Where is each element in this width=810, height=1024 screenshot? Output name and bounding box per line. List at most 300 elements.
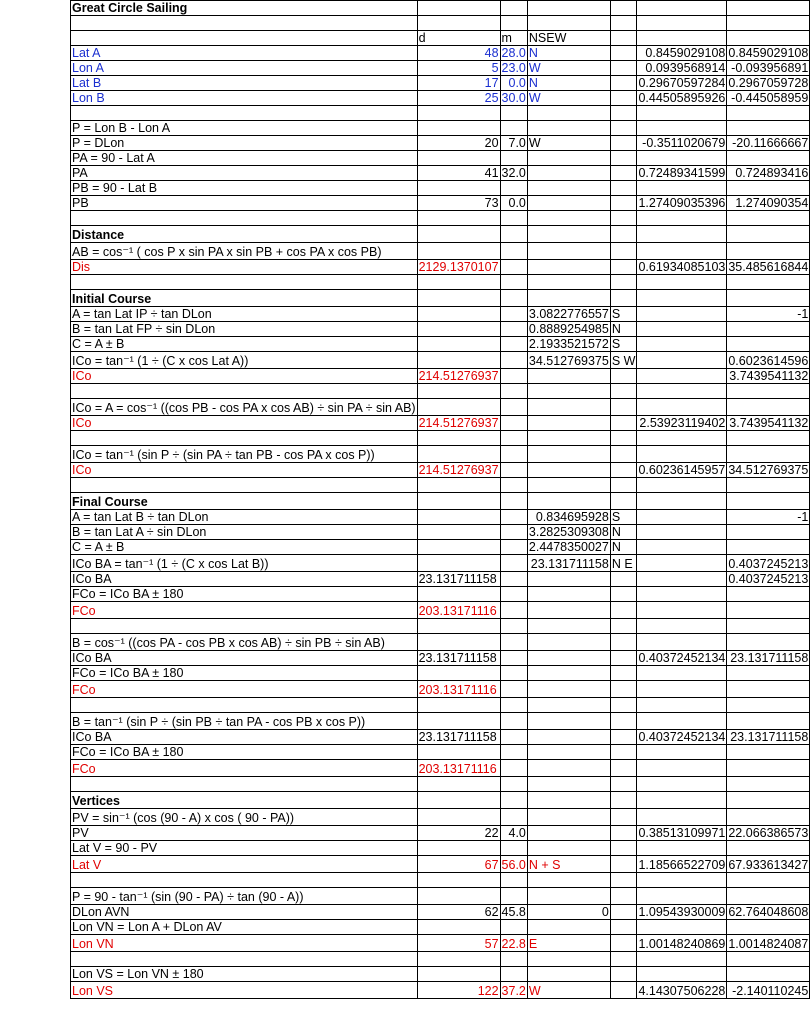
sheet-cell[interactable] [527,307,610,322]
sheet-cell[interactable] [637,181,727,196]
sheet-cell[interactable] [71,525,418,540]
sheet-cell[interactable] [527,905,610,920]
sheet-cell[interactable] [500,463,527,478]
sheet-cell[interactable] [417,352,500,369]
sheet-cell[interactable] [527,369,610,384]
sheet-cell[interactable] [610,196,637,211]
sheet-cell[interactable] [417,121,500,136]
sheet-cell[interactable] [417,16,500,31]
sheet-cell[interactable] [610,369,637,384]
sheet-cell[interactable] [71,745,418,760]
sheet-cell[interactable] [527,713,610,730]
sheet-cell[interactable] [417,792,500,809]
sheet-cell[interactable] [71,602,418,619]
sheet-cell[interactable] [610,905,637,920]
sheet-cell[interactable] [637,307,727,322]
sheet-cell[interactable] [637,935,727,952]
sheet-cell[interactable] [727,260,810,275]
sheet-cell[interactable] [727,463,810,478]
sheet-cell[interactable] [500,384,527,399]
sheet-cell[interactable] [727,136,810,151]
sheet-cell[interactable] [71,106,418,121]
sheet-cell[interactable] [527,61,610,76]
sheet-cell[interactable] [527,463,610,478]
sheet-cell[interactable] [610,478,637,493]
sheet-cell[interactable] [500,920,527,935]
sheet-cell[interactable] [417,888,500,905]
sheet-cell[interactable] [610,525,637,540]
sheet-cell[interactable] [610,226,637,243]
sheet-cell[interactable] [500,730,527,745]
sheet-cell[interactable] [500,745,527,760]
sheet-cell[interactable] [417,493,500,510]
sheet-cell[interactable] [637,136,727,151]
sheet-cell[interactable] [637,651,727,666]
sheet-cell[interactable] [417,745,500,760]
sheet-cell[interactable] [637,196,727,211]
sheet-cell[interactable] [500,399,527,416]
sheet-cell[interactable] [417,211,500,226]
sheet-cell[interactable] [527,681,610,698]
sheet-cell[interactable] [527,166,610,181]
sheet-cell[interactable] [527,181,610,196]
sheet-cell[interactable] [637,463,727,478]
sheet-cell[interactable] [727,888,810,905]
sheet-cell[interactable] [71,446,418,463]
sheet-cell[interactable] [727,935,810,952]
sheet-cell[interactable] [417,260,500,275]
sheet-cell[interactable] [417,856,500,873]
sheet-cell[interactable] [500,856,527,873]
sheet-cell[interactable] [71,809,418,826]
sheet-cell[interactable] [527,399,610,416]
sheet-cell[interactable] [727,826,810,841]
sheet-cell[interactable] [727,967,810,982]
sheet-cell[interactable] [417,463,500,478]
sheet-cell[interactable] [500,181,527,196]
sheet-cell[interactable] [417,730,500,745]
sheet-cell[interactable] [71,121,418,136]
sheet-cell[interactable] [610,61,637,76]
sheet-cell[interactable] [610,967,637,982]
sheet-cell[interactable] [637,967,727,982]
sheet-cell[interactable] [610,337,637,352]
sheet-cell[interactable] [500,905,527,920]
sheet-cell[interactable] [527,76,610,91]
sheet-cell[interactable] [500,121,527,136]
sheet-cell[interactable] [417,777,500,792]
sheet-cell[interactable] [417,384,500,399]
sheet-cell[interactable] [610,243,637,260]
sheet-cell[interactable] [727,792,810,809]
sheet-cell[interactable] [727,16,810,31]
sheet-cell[interactable] [637,873,727,888]
sheet-cell[interactable] [637,61,727,76]
sheet-cell[interactable] [71,540,418,555]
sheet-cell[interactable] [500,826,527,841]
sheet-cell[interactable] [500,510,527,525]
sheet-cell[interactable] [417,905,500,920]
sheet-cell[interactable] [637,91,727,106]
sheet-cell[interactable] [500,634,527,651]
sheet-cell[interactable] [527,967,610,982]
sheet-cell[interactable] [500,106,527,121]
sheet-cell[interactable] [610,587,637,602]
sheet-cell[interactable] [527,478,610,493]
sheet-cell[interactable] [71,888,418,905]
sheet-cell[interactable] [610,76,637,91]
sheet-cell[interactable] [527,352,610,369]
sheet-cell[interactable] [727,587,810,602]
sheet-cell[interactable] [71,666,418,681]
sheet-cell[interactable] [727,290,810,307]
sheet-cell[interactable] [637,777,727,792]
sheet-cell[interactable] [637,920,727,935]
sheet-cell[interactable] [727,166,810,181]
sheet-cell[interactable] [610,166,637,181]
sheet-cell[interactable] [527,602,610,619]
sheet-cell[interactable] [610,982,637,999]
sheet-cell[interactable] [527,290,610,307]
sheet-cell[interactable] [727,555,810,572]
sheet-cell[interactable] [637,666,727,681]
sheet-cell[interactable] [727,634,810,651]
sheet-cell[interactable] [637,260,727,275]
sheet-cell[interactable] [727,399,810,416]
sheet-cell[interactable] [500,777,527,792]
sheet-cell[interactable] [500,493,527,510]
sheet-cell[interactable] [637,46,727,61]
sheet-cell[interactable] [417,873,500,888]
sheet-cell[interactable] [637,1,727,16]
sheet-cell[interactable] [500,967,527,982]
sheet-cell[interactable] [417,651,500,666]
sheet-cell[interactable] [610,136,637,151]
sheet-cell[interactable] [610,777,637,792]
sheet-cell[interactable] [637,31,727,46]
sheet-cell[interactable] [527,243,610,260]
sheet-cell[interactable] [637,540,727,555]
sheet-cell[interactable] [610,91,637,106]
sheet-cell[interactable] [71,369,418,384]
sheet-cell[interactable] [727,151,810,166]
sheet-cell[interactable] [727,856,810,873]
sheet-cell[interactable] [610,290,637,307]
sheet-cell[interactable] [500,1,527,16]
sheet-cell[interactable] [500,91,527,106]
sheet-cell[interactable] [610,31,637,46]
sheet-cell[interactable] [610,16,637,31]
sheet-cell[interactable] [527,446,610,463]
sheet-cell[interactable] [727,493,810,510]
sheet-cell[interactable] [417,952,500,967]
sheet-cell[interactable] [637,587,727,602]
sheet-cell[interactable] [71,920,418,935]
sheet-cell[interactable] [500,290,527,307]
sheet-cell[interactable] [527,275,610,290]
sheet-cell[interactable] [527,106,610,121]
sheet-cell[interactable] [727,777,810,792]
sheet-cell[interactable] [637,369,727,384]
sheet-cell[interactable] [417,478,500,493]
sheet-cell[interactable] [610,713,637,730]
sheet-cell[interactable] [500,243,527,260]
sheet-cell[interactable] [610,856,637,873]
sheet-cell[interactable] [527,226,610,243]
sheet-cell[interactable] [417,681,500,698]
sheet-cell[interactable] [500,151,527,166]
sheet-cell[interactable] [637,290,727,307]
sheet-cell[interactable] [417,713,500,730]
sheet-cell[interactable] [417,841,500,856]
sheet-cell[interactable] [637,634,727,651]
sheet-cell[interactable] [500,666,527,681]
sheet-cell[interactable] [637,446,727,463]
sheet-cell[interactable] [417,572,500,587]
sheet-cell[interactable] [527,493,610,510]
sheet-cell[interactable] [417,416,500,431]
sheet-cell[interactable] [527,91,610,106]
sheet-cell[interactable] [527,634,610,651]
sheet-cell[interactable] [500,792,527,809]
sheet-cell[interactable] [527,416,610,431]
sheet-cell[interactable] [610,873,637,888]
sheet-cell[interactable] [610,888,637,905]
sheet-cell[interactable] [527,666,610,681]
sheet-cell[interactable] [727,61,810,76]
sheet-cell[interactable] [610,416,637,431]
sheet-cell[interactable] [71,76,418,91]
sheet-cell[interactable] [71,856,418,873]
sheet-cell[interactable] [417,76,500,91]
sheet-cell[interactable] [527,31,610,46]
sheet-cell[interactable] [637,809,727,826]
sheet-cell[interactable] [500,760,527,777]
sheet-cell[interactable] [727,540,810,555]
sheet-cell[interactable] [500,275,527,290]
sheet-cell[interactable] [500,651,527,666]
sheet-cell[interactable] [417,982,500,999]
sheet-cell[interactable] [727,369,810,384]
sheet-cell[interactable] [500,681,527,698]
sheet-cell[interactable] [610,555,637,572]
sheet-cell[interactable] [500,873,527,888]
sheet-cell[interactable] [417,91,500,106]
sheet-cell[interactable] [71,681,418,698]
sheet-cell[interactable] [71,16,418,31]
sheet-cell[interactable] [71,905,418,920]
sheet-cell[interactable] [71,698,418,713]
sheet-cell[interactable] [610,826,637,841]
sheet-cell[interactable] [500,587,527,602]
sheet-cell[interactable] [527,841,610,856]
sheet-cell[interactable] [610,809,637,826]
sheet-cell[interactable] [727,91,810,106]
sheet-cell[interactable] [71,431,418,446]
sheet-cell[interactable] [610,666,637,681]
sheet-cell[interactable] [417,826,500,841]
sheet-cell[interactable] [417,760,500,777]
sheet-cell[interactable] [610,260,637,275]
sheet-cell[interactable] [727,446,810,463]
sheet-cell[interactable] [71,322,418,337]
sheet-cell[interactable] [637,952,727,967]
sheet-cell[interactable] [637,243,727,260]
sheet-cell[interactable] [727,602,810,619]
sheet-cell[interactable] [71,1,418,16]
sheet-cell[interactable] [527,121,610,136]
sheet-cell[interactable] [610,493,637,510]
sheet-cell[interactable] [500,226,527,243]
sheet-cell[interactable] [527,260,610,275]
sheet-cell[interactable] [637,16,727,31]
sheet-cell[interactable] [727,337,810,352]
sheet-cell[interactable] [527,540,610,555]
sheet-cell[interactable] [727,478,810,493]
sheet-cell[interactable] [527,873,610,888]
sheet-cell[interactable] [500,196,527,211]
sheet-cell[interactable] [637,399,727,416]
sheet-cell[interactable] [637,166,727,181]
sheet-cell[interactable] [637,856,727,873]
sheet-cell[interactable] [71,290,418,307]
sheet-cell[interactable] [727,920,810,935]
sheet-cell[interactable] [637,275,727,290]
sheet-cell[interactable] [610,698,637,713]
sheet-cell[interactable] [637,121,727,136]
sheet-cell[interactable] [71,555,418,572]
sheet-cell[interactable] [417,920,500,935]
sheet-cell[interactable] [500,136,527,151]
sheet-cell[interactable] [500,16,527,31]
sheet-cell[interactable] [637,905,727,920]
sheet-cell[interactable] [610,431,637,446]
sheet-cell[interactable] [417,555,500,572]
sheet-cell[interactable] [727,121,810,136]
sheet-cell[interactable] [637,745,727,760]
sheet-cell[interactable] [71,873,418,888]
sheet-cell[interactable] [727,431,810,446]
sheet-cell[interactable] [637,226,727,243]
sheet-cell[interactable] [71,826,418,841]
sheet-cell[interactable] [727,1,810,16]
sheet-cell[interactable] [727,384,810,399]
sheet-cell[interactable] [417,540,500,555]
sheet-cell[interactable] [637,792,727,809]
sheet-cell[interactable] [417,61,500,76]
sheet-cell[interactable] [500,952,527,967]
sheet-cell[interactable] [610,602,637,619]
sheet-cell[interactable] [500,525,527,540]
sheet-cell[interactable] [637,982,727,999]
sheet-cell[interactable] [71,260,418,275]
sheet-cell[interactable] [417,31,500,46]
sheet-cell[interactable] [71,619,418,634]
sheet-cell[interactable] [417,290,500,307]
sheet-cell[interactable] [71,307,418,322]
sheet-cell[interactable] [610,46,637,61]
sheet-cell[interactable] [71,399,418,416]
sheet-cell[interactable] [527,777,610,792]
sheet-cell[interactable] [637,493,727,510]
sheet-cell[interactable] [71,510,418,525]
sheet-cell[interactable] [417,166,500,181]
sheet-cell[interactable] [527,792,610,809]
sheet-cell[interactable] [637,826,727,841]
sheet-cell[interactable] [71,792,418,809]
sheet-cell[interactable] [637,555,727,572]
sheet-cell[interactable] [637,602,727,619]
sheet-cell[interactable] [71,572,418,587]
sheet-cell[interactable] [71,713,418,730]
sheet-cell[interactable] [727,211,810,226]
sheet-cell[interactable] [610,841,637,856]
sheet-cell[interactable] [637,760,727,777]
sheet-cell[interactable] [637,76,727,91]
sheet-cell[interactable] [610,121,637,136]
sheet-cell[interactable] [500,46,527,61]
sheet-cell[interactable] [637,681,727,698]
sheet-cell[interactable] [500,307,527,322]
sheet-cell[interactable] [417,196,500,211]
sheet-cell[interactable] [500,478,527,493]
sheet-cell[interactable] [71,211,418,226]
sheet-cell[interactable] [417,136,500,151]
sheet-cell[interactable] [610,307,637,322]
sheet-cell[interactable] [417,935,500,952]
sheet-cell[interactable] [71,166,418,181]
sheet-cell[interactable] [637,619,727,634]
sheet-cell[interactable] [527,384,610,399]
sheet-cell[interactable] [417,1,500,16]
sheet-cell[interactable] [71,46,418,61]
sheet-cell[interactable] [417,446,500,463]
sheet-cell[interactable] [71,136,418,151]
sheet-cell[interactable] [727,226,810,243]
sheet-cell[interactable] [71,841,418,856]
sheet-cell[interactable] [500,260,527,275]
sheet-cell[interactable] [727,31,810,46]
sheet-cell[interactable] [417,226,500,243]
sheet-cell[interactable] [610,935,637,952]
sheet-cell[interactable] [727,982,810,999]
sheet-cell[interactable] [527,555,610,572]
sheet-cell[interactable] [500,619,527,634]
sheet-cell[interactable] [527,572,610,587]
sheet-cell[interactable] [71,478,418,493]
sheet-cell[interactable] [637,510,727,525]
sheet-cell[interactable] [527,337,610,352]
sheet-cell[interactable] [527,952,610,967]
sheet-cell[interactable] [527,982,610,999]
sheet-cell[interactable] [500,713,527,730]
sheet-cell[interactable] [527,619,610,634]
sheet-cell[interactable] [727,873,810,888]
sheet-cell[interactable] [500,211,527,226]
sheet-cell[interactable] [727,196,810,211]
sheet-cell[interactable] [727,698,810,713]
sheet-cell[interactable] [500,540,527,555]
sheet-cell[interactable] [417,275,500,290]
sheet-cell[interactable] [610,211,637,226]
sheet-cell[interactable] [417,243,500,260]
sheet-cell[interactable] [637,322,727,337]
sheet-cell[interactable] [727,619,810,634]
sheet-cell[interactable] [610,384,637,399]
sheet-cell[interactable] [527,16,610,31]
sheet-cell[interactable] [610,540,637,555]
sheet-cell[interactable] [417,525,500,540]
